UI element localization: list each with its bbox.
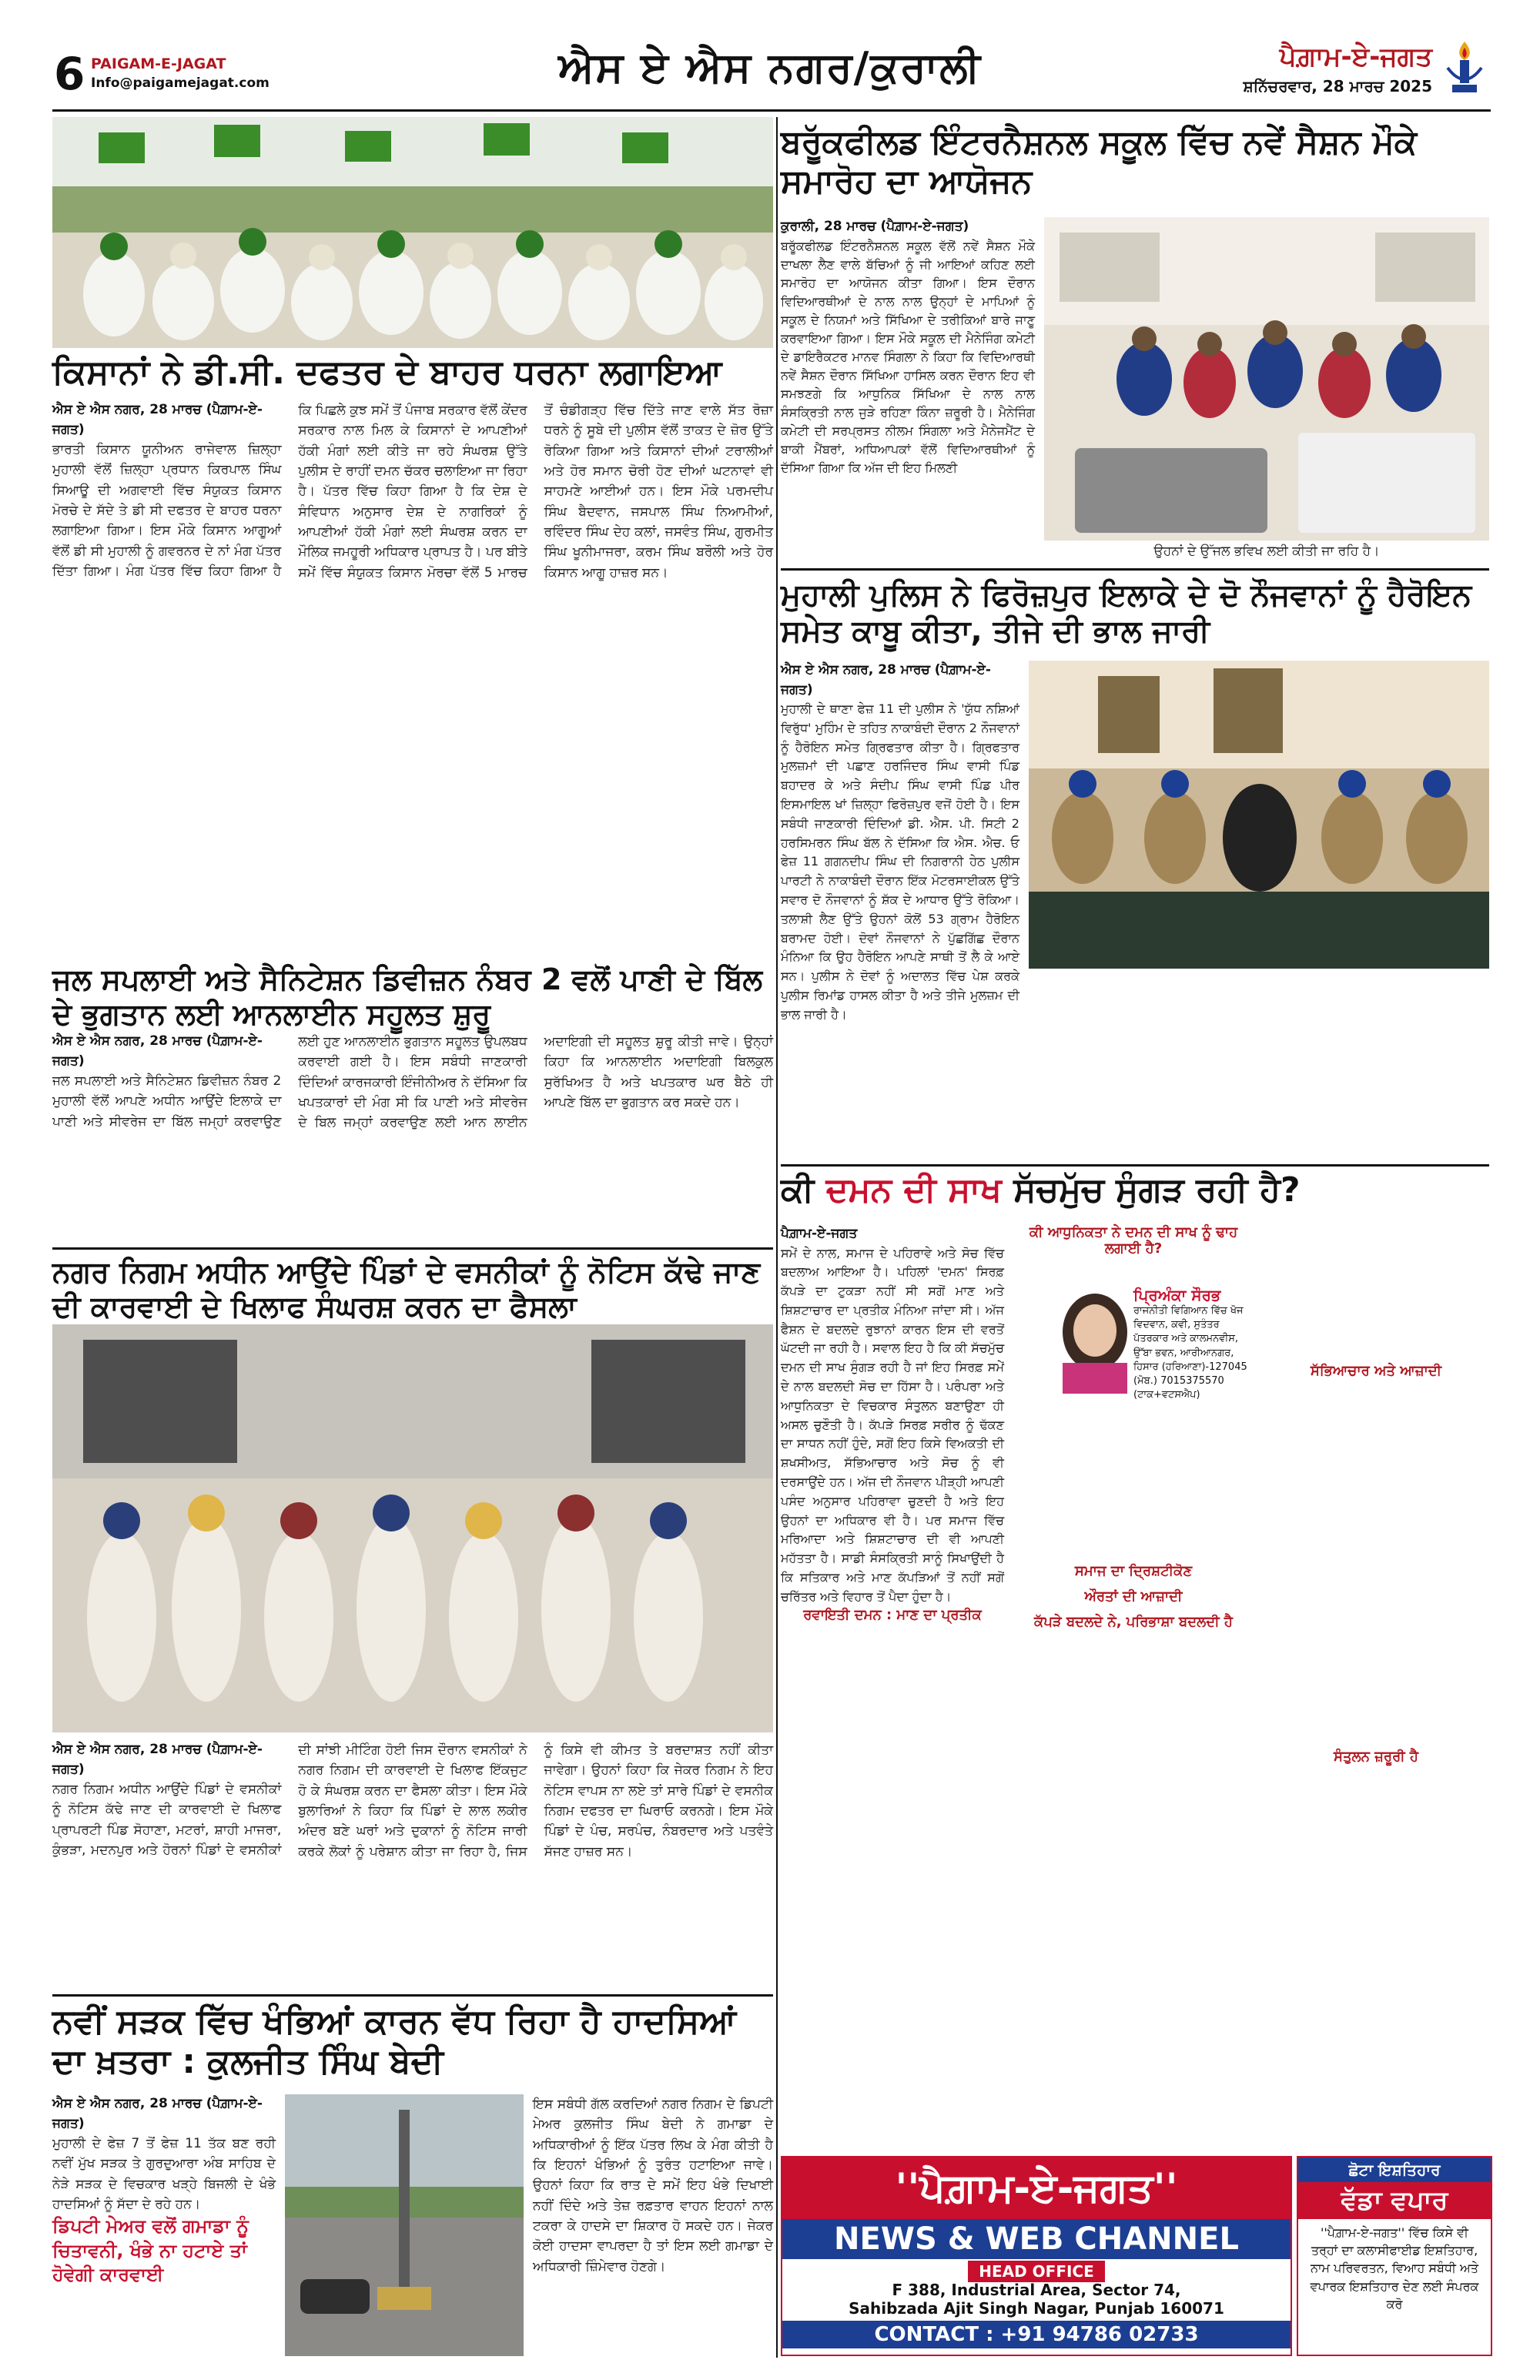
masthead-rule — [52, 109, 1491, 112]
water-headline: ਜਲ ਸਪਲਾਈ ਅਤੇ ਸੈਨਿਟੇਸ਼ਨ ਡਿਵੀਜ਼ਨ ਨੰਬਰ 2 ਵਲੋਂ ਪਾਣੀ ਦੇ ਬਿੱਲ ਦੇ ਭੁਗਤਾਨ ਲਈ ਆਨਲਾਈਨ ਸਹੂਲਤ ਸ਼ੁਰੂ — [52, 962, 763, 1031]
road-body: ਇਸ ਸਬੰਧੀ ਗੱਲ ਕਰਦਿਆਂ ਨਗਰ ਨਿਗਮ ਦੇ ਡਿਪਟੀ ਮੇਅਰ ਕੁਲਜੀਤ ਸਿੰਘ ਬੇਦੀ ਨੇ ਗਮਾਡਾ ਦੇ ਅਧਿਕਾਰੀਆਂ ਨੂੰ ਇੱਕ ਪੱਤਰ ਲਿਖ ਕੇ ਮੰਗ ਕੀਤੀ ਹੈ ਕਿ ਇਹਨਾਂ ਖੰਭਿਆਂ ਨੂੰ ਤੁਰੰਤ ਹਟਾਇਆ ਜਾਵੇ। ਉਹਨਾਂ ਕਿਹਾ ਕਿ ਰਾਤ ਦੇ ਸਮੇਂ ਇਹ ਖੰਭੇ ਦਿਖਾਈ ਨਹੀਂ ਦਿੰਦੇ ਅਤੇ ਤੇਜ਼ ਰਫ਼ਤਾਰ ਵਾਹਨ ਇਹਨਾਂ ਨਾਲ ਟਕਰਾ ਕੇ ਹਾਦਸੇ ਦਾ ਸ਼ਿਕਾਰ ਹੋ ਸਕਦੇ ਹਨ। ਜੇਕਰ ਕੋਈ ਹਾਦਸਾ ਵਾਪਰਦਾ ਹੈ ਤਾਂ ਇਸ ਲਈ ਗਮਾਡਾ ਦੇ ਅਧਿਕਾਰੀ ਜ਼ਿੰਮੇਵਾਰ ਹੋਣਗੇ। — [533, 2097, 773, 2275]
daman-subhead-women: ਔਰਤਾਂ ਦੀ ਆਜ਼ਾਦੀ — [1084, 1588, 1183, 1605]
road-headline: ਨਵੀਂ ਸੜਕ ਵਿੱਚ ਖੰਭਿਆਂ ਕਾਰਨ ਵੱਧ ਰਿਹਾ ਹੈ ਹਾਦਸਿਆਂ ਦਾ ਖ਼ਤਰਾ : ਕੁਲਜੀਤ ਸਿੰਘ ਬੇਦੀ — [52, 2002, 737, 2081]
road-article-col — [52, 2094, 276, 2287]
notice-article — [52, 1740, 773, 1987]
ad-contact[interactable]: CONTACT : +91 94786 02733 — [782, 2321, 1291, 2348]
ad-office-label: HEAD OFFICE — [968, 2261, 1105, 2282]
daman-col-1 — [781, 1224, 1004, 1623]
police-dateline: ਐਸ ਏ ਐਸ ਨਗਰ, 28 ਮਾਰਚ (ਪੈਗ਼ਾਮ-ਏ-ਜਗਤ) — [781, 662, 991, 698]
author-info: ਰਾਜਨੀਤੀ ਵਿਗਿਆਨ ਵਿੱਚ ਖੋਜ ਵਿਦਵਾਨ, ਕਵੀ, ਸੁਤੰਤਰ ਪੱਤਰਕਾਰ ਅਤੇ ਕਾਲਮਨਵੀਸ, ਉੱਬਾ ਭਵਨ, ਆਰੀਆਨਗਰ, ਹਿਸਾਰ (ਹਰਿਆਣਾ)-127045 (ਮੋਬ.) 7015375570 (ਟਾਕ+ਵਟਸਐਪ) — [1133, 1305, 1247, 1401]
ad-address-2: Sahibzada Ajit Singh Nagar, Punjab 160071 — [849, 2299, 1224, 2318]
daman-body: ਸਮੇਂ ਦੇ ਨਾਲ, ਸਮਾਜ ਦੇ ਪਹਿਰਾਵੇ ਅਤੇ ਸੋਚ ਵਿੱਚ ਬਦਲਾਅ ਆਇਆ ਹੈ। ਪਹਿਲਾਂ 'ਦਮਨ' ਸਿਰਫ਼ ਕੱਪੜੇ ਦਾ ਟੁਕੜਾ ਨਹੀਂ ਸੀ ਸਗੋਂ ਮਾਣ ਅਤੇ ਸ਼ਿਸ਼ਟਾਚਾਰ ਦਾ ਪ੍ਰਤੀਕ ਮੰਨਿਆ ਜਾਂਦਾ ਸੀ। ਅੱਜ ਫੈਸ਼ਨ ਦੇ ਬਦਲਦੇ ਰੁਝਾਨਾਂ ਕਾਰਨ ਇਸ ਦੀ ਵਰਤੋਂ ਘੱਟਦੀ ਜਾ ਰਹੀ ਹੈ। ਸਵਾਲ ਇਹ ਹੈ ਕਿ ਕੀ ਸੱਚਮੁੱਚ ਦਮਨ ਦੀ ਸਾਖ ਸੁੰਗੜ ਰਹੀ ਹੈ ਜਾਂ ਇਹ ਸਿਰਫ਼ ਸਮੇਂ ਦੇ ਨਾਲ ਬਦਲਦੀ ਸੋਚ ਦਾ ਹਿੱਸਾ ਹੈ। ਪਰੰਪਰਾ ਅਤੇ ਆਧੁਨਿਕਤਾ ਦੇ ਵਿਚਕਾਰ ਸੰਤੁਲਨ ਬਣਾਉਣਾ ਹੀ ਅਸਲ ਚੁਣੌਤੀ ਹੈ। ਕੱਪੜੇ ਸਿਰਫ਼ ਸਰੀਰ ਨੂੰ ਢੱਕਣ ਦਾ ਸਾਧਨ ਨਹੀਂ ਹੁੰਦੇ, ਸਗੋਂ ਇਹ ਕਿਸੇ ਵਿਅਕਤੀ ਦੀ ਸ਼ਖਸੀਅਤ, ਸੱਭਿਆਚਾਰ ਅਤੇ ਸੋਚ ਨੂੰ ਵੀ ਦਰਸਾਉਂਦੇ ਹਨ। ਅੱਜ ਦੀ ਨੌਜਵਾਨ ਪੀੜ੍ਹੀ ਆਪਣੀ ਪਸੰਦ ਅਨੁਸਾਰ ਪਹਿਰਾਵਾ ਚੁਣਦੀ ਹੈ ਅਤੇ ਇਹ ਉਹਨਾਂ ਦਾ ਅਧਿਕਾਰ ਵੀ ਹੈ। ਪਰ ਸਮਾਜ ਵਿੱਚ ਮਰਿਆਦਾ ਅਤੇ ਸ਼ਿਸ਼ਟਾਚਾਰ ਦੀ ਵੀ ਆਪਣੀ ਮਹੱਤਤਾ ਹੈ। ਸਾਡੀ ਸੰਸਕ੍ਰਿਤੀ ਸਾਨੂੰ ਸਿਖਾਉਂਦੀ ਹੈ ਕਿ ਸਤਿਕਾਰ ਅਤੇ ਮਾਣ ਕੱਪੜਿਆਂ ਤੋਂ ਨਹੀਂ ਸਗੋਂ ਚਰਿੱਤਰ ਅਤੇ ਵਿਹਾਰ ਤੋਂ ਪੈਦਾ ਹੁੰਦਾ ਹੈ। — [781, 1245, 1004, 1604]
classified-tag: ਛੋਟਾ ਇਸ਼ਤਿਹਾਰ — [1298, 2157, 1491, 2182]
notice-headline: ਨਗਰ ਨਿਗਮ ਅਧੀਨ ਆਉਂਦੇ ਪਿੰਡਾਂ ਦੇ ਵਸਨੀਕਾਂ ਨੂੰ ਨੋਟਿਸ ਕੱਢੇ ਜਾਣ ਦੀ ਕਾਰਵਾਈ ਦੇ ਖਿਲਾਫ ਸੰਘਰਸ਼ ਕਰਨ ਦਾ ਫੈਸਲਾ — [52, 1255, 761, 1324]
farmers-article — [52, 400, 773, 955]
road-lead: ਮੁਹਾਲੀ ਦੇ ਫੇਜ਼ 7 ਤੋਂ ਫੇਜ਼ 11 ਤੱਕ ਬਣ ਰਹੀ ਨਵੀਂ ਮੁੱਖ ਸੜਕ ਤੇ ਗੁਰਦੁਆਰਾ ਅੰਬ ਸਾਹਿਬ ਦੇ ਨੇੜੇ ਸੜਕ ਦੇ ਵਿਚਕਾਰ ਖੜ੍ਹੇ ਬਿਜਲੀ ਦੇ ਖੰਭੇ ਹਾਦਸਿਆਂ ਨੂੰ ਸੱਦਾ ਦੇ ਰਹੇ ਹਨ। — [52, 2136, 276, 2213]
email-link[interactable]: Info@paigamejagat.com — [91, 75, 270, 91]
daman-dateline: ਪੈਗ਼ਾਮ-ਏ-ਜਗਤ — [781, 1226, 858, 1241]
road-bullet: ਡਿਪਟੀ ਮੇਅਰ ਵਲੋਂ ਗਮਾਡਾ ਨੂੰ ਚਿਤਾਵਨੀ, ਖੰਭੇ ਨਾ ਹਟਾਏ ਤਾਂ ਹੋਵੇਗੀ ਕਾਰਵਾਈ — [52, 2215, 249, 2285]
column-rule — [776, 117, 778, 2358]
road-body-col — [533, 2094, 773, 2277]
daman-headline — [781, 1170, 1489, 1210]
divider — [781, 568, 1489, 571]
daman-col-3 — [1263, 1224, 1489, 1765]
farmers-headline: ਕਿਸਾਨਾਂ ਨੇ ਡੀ.ਸੀ. ਦਫਤਰ ਦੇ ਬਾਹਰ ਧਰਨਾ ਲਗਾਇਆ — [52, 353, 722, 392]
divider — [52, 1247, 773, 1250]
classified-text: ''ਪੈਗ਼ਾਮ-ਏ-ਜਗਤ'' ਵਿੱਚ ਕਿਸੇ ਵੀ ਤਰ੍ਹਾਂ ਦਾ ਕਲਾਸੀਫਾਈਡ ਇਸ਼ਤਿਹਾਰ, ਨਾਮ ਪਰਿਵਰਤਨ, ਵਿਆਹ ਸਬੰਧੀ ਅਤੇ ਵਪਾਰਕ ਇਸ਼ਤਿਹਾਰ ਦੇਣ ਲਈ ਸੰਪਰਕ ਕਰੋ — [1310, 2225, 1479, 2311]
school-photo-caption: ਉਹਨਾਂ ਦੇ ਉੱਜਲ ਭਵਿਖ ਲਈ ਕੀਤੀ ਜਾ ਰਹਿ ਹੈ। — [1153, 544, 1380, 559]
school-body: ਬਰੂੱਕਫੀਲਡ ਇੰਟਰਨੈਸ਼ਨਲ ਸਕੂਲ ਵੱਲੋਂ ਨਵੇਂ ਸੈਸ਼ਨ ਮੌਕੇ ਦਾਖਲਾ ਲੈਣ ਵਾਲੇ ਬੱਚਿਆਂ ਨੂੰ ਜੀ ਆਇਆਂ ਕਹਿਣ ਲਈ ਸਮਾਰੋਹ ਦਾ ਆਯੋਜਨ ਕੀਤਾ ਗਿਆ। ਇਸ ਦੌਰਾਨ ਵਿਦਿਆਰਥੀਆਂ ਦੇ ਨਾਲ ਨਾਲ ਉਨ੍ਹਾਂ ਦੇ ਮਾਪਿਆਂ ਨੂੰ ਸਕੂਲ ਦੇ ਨਿਯਮਾਂ ਅਤੇ ਸਿੱਖਿਆ ਦੇ ਤਰੀਕਿਆਂ ਬਾਰੇ ਜਾਣੂ ਕਰਵਾਇਆ ਗਿਆ। ਇਸ ਮੌਕੇ ਸਕੂਲ ਦੀ ਮੈਨੇਜਿੰਗ ਕਮੇਟੀ ਦੇ ਡਾਇਰੈਕਟਰ ਮਾਨਵ ਸਿੰਗਲਾ ਨੇ ਕਿਹਾ ਕਿ ਵਿਦਿਆਰਥੀ ਨਵੇਂ ਸੈਸ਼ਨ ਦੌਰਾਨ ਸਿੱਖਿਆ ਹਾਸਿਲ ਕਰਨ ਦੌਰਾਨ ਇਹ ਵੀ ਸਮਝਣਗੇ ਕਿ ਆਧੁਨਿਕ ਸਿੱਖਿਆ ਦੇ ਨਾਲ ਨਾਲ ਸੰਸਕ੍ਰਿਤੀ ਨਾਲ ਜੁੜੇ ਰਹਿਣਾ ਕਿੰਨਾ ਜ਼ਰੂਰੀ ਹੈ। ਮੈਨੇਜਿੰਗ ਕਮੇਟੀ ਦੀ ਸਰਪ੍ਰਸਤ ਨੀਲਮ ਸਿੰਗਲਾ ਅਤੇ ਮੈਨੇਜਮੈਂਟ ਦੇ ਬਾਕੀ ਮੈਂਬਰਾਂ, ਅਧਿਆਪਕਾਂ ਵੱਲੋਂ ਵਿਦਿਆਰਥੀਆਂ ਨੂੰ ਦੱਸਿਆ ਗਿਆ ਕਿ ਅੱਜ ਦੀ ਇਹ ਮਿਲਣੀ — [781, 238, 1035, 475]
channel-advertisement — [781, 2156, 1292, 2356]
divider — [52, 1994, 773, 1997]
notice-dateline: ਐਸ ਏ ਐਸ ਨਗਰ, 28 ਮਾਰਚ (ਪੈਗ਼ਾਮ-ਏ-ਜਗਤ) — [52, 1742, 263, 1777]
section-title: ਐਸ ਏ ਐਸ ਨਗਰ/ਕੁਰਾਲੀ — [558, 43, 982, 92]
classified-head: ਵੱਡਾ ਵਪਾਰ — [1298, 2182, 1491, 2219]
daman-subhead-balance: ਸੰਤੁਲਨ ਜ਼ਰੂਰੀ ਹੈ — [1334, 1749, 1418, 1765]
divider — [781, 1164, 1489, 1167]
daman-col-2 — [1018, 1224, 1249, 1630]
water-dateline: ਐਸ ਏ ਐਸ ਨਗਰ, 28 ਮਾਰਚ (ਪੈਗ਼ਾਮ-ਏ-ਜਗਤ) — [52, 1033, 263, 1069]
daman-headline-part-a: ਕੀ — [781, 1170, 826, 1210]
police-headline: ਮੁਹਾਲੀ ਪੁਲਿਸ ਨੇ ਫਿਰੋਜ਼ਪੁਰ ਇਲਾਕੇ ਦੇ ਦੋ ਨੌਜਵਾਨਾਂ ਨੂੰ ਹੈਰੋਇਨ ਸਮੇਤ ਕਾਬੂ ਕੀਤਾ, ਤੀਜੇ ਦੀ ਭਾਲ ਜਾਰੀ — [781, 577, 1472, 650]
school-article — [781, 217, 1035, 477]
school-event-photo — [1044, 217, 1489, 541]
masthead — [0, 0, 1540, 115]
paper-title: ਪੈਗ਼ਾਮ-ਏ-ਜਗਤ — [1279, 42, 1432, 72]
author-photo — [1049, 1286, 1141, 1394]
police-article-col — [781, 661, 1019, 1025]
daman-col-2-lower — [1018, 1563, 1249, 1630]
daman-article — [781, 1224, 1489, 2148]
water-article — [52, 1032, 773, 1240]
ad-subtitle: NEWS & WEB CHANNEL — [782, 2219, 1291, 2259]
daman-subhead-culture: ਸੱਭਿਆਚਾਰ ਅਤੇ ਆਜ਼ਾਦੀ — [1310, 1363, 1442, 1379]
road-dateline: ਐਸ ਏ ਐਸ ਨਗਰ, 28 ਮਾਰਚ (ਪੈਗ਼ਾਮ-ਏ-ਜਗਤ) — [52, 2096, 263, 2131]
ad-title: ''ਪੈਗ਼ਾਮ-ਏ-ਜਗਤ'' — [782, 2157, 1291, 2219]
daman-headline-part-b: ਸੱਚਮੁੱਚ ਸੁੰਗੜ ਰਹੀ ਹੈ? — [1001, 1170, 1301, 1210]
ad-address-1: F 388, Industrial Area, Sector 74, — [892, 2281, 1181, 2299]
residents-group-photo — [52, 1324, 773, 1732]
police-press-photo — [1029, 661, 1489, 969]
page-number: 6 — [54, 48, 85, 100]
farmers-dateline: ਐਸ ਏ ਐਸ ਨਗਰ, 28 ਮਾਰਚ (ਪੈਗ਼ਾਮ-ਏ-ਜਗਤ) — [52, 402, 263, 437]
water-body: ਜਲ ਸਪਲਾਈ ਅਤੇ ਸੈਨਿਟੇਸ਼ਨ ਡਿਵੀਜ਼ਨ ਨੰਬਰ 2 ਮੁਹਾਲੀ ਵੱਲੋਂ ਆਪਣੇ ਅਧੀਨ ਆਉਂਦੇ ਇਲਾਕੇ ਦਾ ਪਾਣੀ ਅਤੇ ਸੀਵਰੇਜ ਦਾ ਬਿੱਲ ਜਮ੍ਹਾਂ ਕਰਵਾਉਣ ਲਈ ਹੁਣ ਆਨਲਾਈਨ ਭੁਗਤਾਨ ਸਹੂਲਤ ਉਪਲਬਧ ਕਰਵਾਈ ਗਈ ਹੈ। ਇਸ ਸਬੰਧੀ ਜਾਣਕਾਰੀ ਦਿੰਦਿਆਂ ਕਾਰਜਕਾਰੀ ਇੰਜੀਨੀਅਰ ਨੇ ਦੱਸਿਆ ਕਿ ਖਪਤਕਾਰਾਂ ਦੀ ਮੰਗ ਸੀ ਕਿ ਪਾਣੀ ਅਤੇ ਸੀਵਰੇਜ ਦੇ ਬਿਲ ਜਮ੍ਹਾਂ ਕਰਵਾਉਣ ਲਈ ਆਨ ਲਾਈਨ ਅਦਾਇਗੀ ਦੀ ਸਹੂਲਤ ਸ਼ੁਰੂ ਕੀਤੀ ਜਾਵੇ। ਉਨ੍ਹਾਂ ਕਿਹਾ ਕਿ ਆਨਲਾਈਨ ਅਦਾਇਗੀ ਬਿਲਕੁਲ ਸੁਰੱਖਿਅਤ ਹੈ ਅਤੇ ਖਪਤਕਾਰ ਘਰ ਬੈਠੇ ਹੀ ਆਪਣੇ ਬਿੱਲ ਦਾ ਭੁਗਤਾਨ ਕਰ ਸਕਦੇ ਹਨ। — [52, 1034, 773, 1131]
daman-subhead-modernity: ਕੀ ਆਧੁਨਿਕਤਾ ਨੇ ਦਮਨ ਦੀ ਸਾਖ ਨੂੰ ਢਾਹ ਲਗਾਈ ਹੈ? — [1029, 1224, 1238, 1257]
school-dateline: ਕੁਰਾਲੀ, 28 ਮਾਰਚ (ਪੈਗ਼ਾਮ-ਏ-ਜਗਤ) — [781, 219, 969, 234]
daman-headline-highlight: ਦਮਨ ਦੀ ਸਾਖ — [825, 1170, 1002, 1210]
issue-date: ਸ਼ਨਿੱਚਰਵਾਰ, 28 ਮਾਰਚ 2025 — [1243, 77, 1432, 95]
daman-subhead-traditional: ਰਵਾਇਤੀ ਦਮਨ : ਮਾਣ ਦਾ ਪ੍ਰਤੀਕ — [803, 1606, 982, 1623]
notice-body: ਨਗਰ ਨਿਗਮ ਅਧੀਨ ਆਉਂਦੇ ਪਿੰਡਾਂ ਦੇ ਵਸਨੀਕਾਂ ਨੂੰ ਨੋਟਿਸ ਕੱਢੇ ਜਾਣ ਦੀ ਕਾਰਵਾਈ ਦੇ ਖਿਲਾਫ ਪ੍ਰਾਪਰਟੀ ਪਿੰਡ ਸੋਹਾਣਾ, ਮਟਰਾਂ, ਸ਼ਾਹੀ ਮਾਜਰਾ, ਕੁੰਭੜਾ, ਮਦਨਪੁਰ ਅਤੇ ਹੋਰਨਾਂ ਪਿੰਡਾਂ ਦੇ ਵਸਨੀਕਾਂ ਦੀ ਸਾਂਝੀ ਮੀਟਿੰਗ ਹੋਈ ਜਿਸ ਦੌਰਾਨ ਵਸਨੀਕਾਂ ਨੇ ਨਗਰ ਨਿਗਮ ਦੀ ਕਾਰਵਾਈ ਦੇ ਖਿਲਾਫ ਇੱਕਜੁਟ ਹੋ ਕੇ ਸੰਘਰਸ਼ ਕਰਨ ਦਾ ਫੈਸਲਾ ਕੀਤਾ। ਇਸ ਮੌਕੇ ਬੁਲਾਰਿਆਂ ਨੇ ਕਿਹਾ ਕਿ ਪਿੰਡਾਂ ਦੇ ਲਾਲ ਲਕੀਰ ਅੰਦਰ ਬਣੇ ਘਰਾਂ ਅਤੇ ਦੁਕਾਨਾਂ ਨੂੰ ਨੋਟਿਸ ਜਾਰੀ ਕਰਕੇ ਲੋਕਾਂ ਨੂੰ ਪਰੇਸ਼ਾਨ ਕੀਤਾ ਜਾ ਰਿਹਾ ਹੈ, ਜਿਸ ਨੂੰ ਕਿਸੇ ਵੀ ਕੀਮਤ ਤੇ ਬਰਦਾਸ਼ਤ ਨਹੀਂ ਕੀਤਾ ਜਾਵੇਗਾ। ਉਹਨਾਂ ਕਿਹਾ ਕਿ ਜੇਕਰ ਨਿਗਮ ਨੇ ਇਹ ਨੋਟਿਸ ਵਾਪਸ ਨਾ ਲਏ ਤਾਂ ਸਾਰੇ ਪਿੰਡਾਂ ਦੇ ਵਸਨੀਕ ਨਿਗਮ ਦਫਤਰ ਦਾ ਘਿਰਾਓ ਕਰਨਗੇ। ਇਸ ਮੌਕੇ ਪਿੰਡਾਂ ਦੇ ਪੰਚ, ਸਰਪੰਚ, ਨੰਬਰਦਾਰ ਅਤੇ ਪਤਵੰਤੇ ਸੱਜਣ ਹਾਜ਼ਰ ਸਨ। — [52, 1742, 773, 1859]
classified-advertisement — [1297, 2156, 1492, 2356]
daman-subhead-society: ਸਮਾਜ ਦਾ ਦ੍ਰਿਸ਼ਟੀਕੋਣ — [1074, 1563, 1193, 1579]
farmers-protest-photo — [52, 117, 773, 348]
farmers-body: ਭਾਰਤੀ ਕਿਸਾਨ ਯੂਨੀਅਨ ਰਾਜੇਵਾਲ ਜ਼ਿਲ੍ਹਾ ਮੁਹਾਲੀ ਵੱਲੋਂ ਜ਼ਿਲ੍ਹਾ ਪ੍ਰਧਾਨ ਕਿਰਪਾਲ ਸਿੰਘ ਸਿਆਊ ਦੀ ਅਗਵਾਈ ਵਿੱਚ ਸੰਯੁਕਤ ਕਿਸਾਨ ਮੋਰਚੇ ਦੇ ਸੱਦੇ ਤੇ ਡੀ ਸੀ ਦਫਤਰ ਦੇ ਬਾਹਰ ਧਰਨਾ ਲਗਾਇਆ ਗਿਆ। ਇਸ ਮੌਕੇ ਕਿਸਾਨ ਆਗੂਆਂ ਵੱਲੋਂ ਡੀ ਸੀ ਮੁਹਾਲੀ ਨੂੰ ਗਵਰਨਰ ਦੇ ਨਾਂ ਮੰਗ ਪੱਤਰ ਦਿੱਤਾ ਗਿਆ। ਮੰਗ ਪੱਤਰ ਵਿੱਚ ਕਿਹਾ ਗਿਆ ਹੈ ਕਿ ਪਿਛਲੇ ਕੁਝ ਸਮੇਂ ਤੋਂ ਪੰਜਾਬ ਸਰਕਾਰ ਵੱਲੋਂ ਕੇਂਦਰ ਸਰਕਾਰ ਨਾਲ ਮਿਲ ਕੇ ਕਿਸਾਨਾਂ ਦੇ ਆਪਣੀਆਂ ਹੱਕੀ ਮੰਗਾਂ ਲਈ ਕੀਤੇ ਜਾ ਰਹੇ ਸੰਘਰਸ਼ ਉੱਤੇ ਪੁਲੀਸ ਦੇ ਰਾਹੀਂ ਦਮਨ ਚੱਕਰ ਚਲਾਇਆ ਜਾ ਰਿਹਾ ਹੈ। ਪੱਤਰ ਵਿੱਚ ਕਿਹਾ ਗਿਆ ਹੈ ਕਿ ਦੇਸ਼ ਦੇ ਸੰਵਿਧਾਨ ਅਨੁਸਾਰ ਦੇਸ਼ ਦੇ ਨਾਗਰਿਕਾਂ ਨੂੰ ਆਪਣੀਆਂ ਹੱਕੀ ਮੰਗਾਂ ਲਈ ਸੰਘਰਸ਼ ਕਰਨ ਦਾ ਮੌਲਿਕ ਜਮਹੂਰੀ ਅਧਿਕਾਰ ਪ੍ਰਾਪਤ ਹੈ। ਪਰ ਬੀਤੇ ਸਮੇਂ ਵਿੱਚ ਸੰਯੁਕਤ ਕਿਸਾਨ ਮੋਰਚਾ ਵੱਲੋਂ 5 ਮਾਰਚ ਤੋਂ ਚੰਡੀਗੜ੍ਹ ਵਿੱਚ ਦਿੱਤੇ ਜਾਣ ਵਾਲੇ ਸੱਤ ਰੋਜ਼ਾ ਧਰਨੇ ਨੂੰ ਸੂਬੇ ਦੀ ਪੁਲੀਸ ਵੱਲੋਂ ਤਾਕਤ ਦੇ ਜ਼ੋਰ ਉੱਤੇ ਰੋਕਿਆ ਗਿਆ ਅਤੇ ਕਿਸਾਨਾਂ ਦੀਆਂ ਟਰਾਲੀਆਂ ਅਤੇ ਹੋਰ ਸਮਾਨ ਚੋਰੀ ਹੋਣ ਦੀਆਂ ਘਟਨਾਵਾਂ ਵੀ ਸਾਹਮਣੇ ਆਈਆਂ ਹਨ। ਇਸ ਮੌਕੇ ਪਰਮਦੀਪ ਸਿੰਘ ਬੈਦਵਾਨ, ਜਸਪਾਲ ਸਿੰਘ ਨਿਆਮੀਆਂ, ਰਵਿੰਦਰ ਸਿੰਘ ਦੇਹ ਕਲਾਂ, ਜਸਵੰਤ ਸਿੰਘ, ਗੁਰਮੀਤ ਸਿੰਘ ਖੂਨੀਮਾਜਰਾ, ਕਰਮ ਸਿੰਘ ਬਰੌਲੀ ਅਤੇ ਹੋਰ ਕਿਸਾਨ ਆਗੂ ਹਾਜ਼ਰ ਸਨ। — [52, 403, 773, 581]
author-name: ਪ੍ਰਿਅੰਕਾ ਸੌਰਭ — [1133, 1286, 1221, 1304]
daman-subhead-clothes: ਕੱਪੜੇ ਬਦਲਦੇ ਨੇ, ਪਰਿਭਾਸ਼ਾ ਬਦਲਦੀ ਹੈ — [1034, 1614, 1233, 1630]
school-headline: ਬਰੂੱਕਫੀਲਡ ਇੰਟਰਨੈਸ਼ਨਲ ਸਕੂਲ ਵਿੱਚ ਨਵੇਂ ਸੈਸ਼ਨ ਮੌਕੇ ਸਮਾਰੋਹ ਦਾ ਆਯੋਜਨ — [781, 123, 1418, 201]
brand-name: PAIGAM-E-JAGAT — [91, 55, 226, 72]
road-poles-photo — [285, 2094, 524, 2356]
police-body: ਮੁਹਾਲੀ ਦੇ ਥਾਣਾ ਫੇਜ਼ 11 ਦੀ ਪੁਲੀਸ ਨੇ 'ਯੁੱਧ ਨਸ਼ਿਆਂ ਵਿਰੁੱਧ' ਮੁਹਿੰਮ ਦੇ ਤਹਿਤ ਨਾਕਾਬੰਦੀ ਦੌਰਾਨ 2 ਨੌਜਵਾਨਾਂ ਨੂੰ ਹੈਰੋਇਨ ਸਮੇਤ ਗ੍ਰਿਫਤਾਰ ਕੀਤਾ ਹੈ। ਗ੍ਰਿਫਤਾਰ ਮੁਲਜ਼ਮਾਂ ਦੀ ਪਛਾਣ ਹਰਜਿੰਦਰ ਸਿੰਘ ਵਾਸੀ ਪਿੰਡ ਬਹਾਦਰ ਕੇ ਅਤੇ ਸੰਦੀਪ ਸਿੰਘ ਵਾਸੀ ਪਿੰਡ ਪੀਰ ਇਸਮਾਇਲ ਖਾਂ ਜ਼ਿਲ੍ਹਾ ਫਿਰੋਜ਼ਪੁਰ ਵਜੋਂ ਹੋਈ ਹੈ। ਇਸ ਸਬੰਧੀ ਜਾਣਕਾਰੀ ਦਿੰਦਿਆਂ ਡੀ. ਐਸ. ਪੀ. ਸਿਟੀ 2 ਹਰਸਿਮਰਨ ਸਿੰਘ ਬੱਲ ਨੇ ਦੱਸਿਆ ਕਿ ਐਸ. ਐਚ. ਓ ਫੇਜ਼ 11 ਗਗਨਦੀਪ ਸਿੰਘ ਦੀ ਨਿਗਰਾਨੀ ਹੇਠ ਪੁਲੀਸ ਪਾਰਟੀ ਨੇ ਨਾਕਾਬੰਦੀ ਦੌਰਾਨ ਇੱਕ ਮੋਟਰਸਾਈਕਲ ਉੱਤੇ ਸਵਾਰ ਦੋ ਨੌਜਵਾਨਾਂ ਨੂੰ ਸ਼ੱਕ ਦੇ ਆਧਾਰ ਉੱਤੇ ਰੋਕਿਆ। ਤਲਾਸ਼ੀ ਲੈਣ ਉੱਤੇ ਉਹਨਾਂ ਕੋਲੋਂ 53 ਗ੍ਰਾਮ ਹੈਰੋਇਨ ਬਰਾਮਦ ਹੋਈ। ਦੋਵਾਂ ਨੌਜਵਾਨਾਂ ਨੇ ਪੁੱਛਗਿੱਛ ਦੌਰਾਨ ਮੰਨਿਆ ਕਿ ਉਹ ਹੈਰੋਇਨ ਆਪਣੇ ਸਾਥੀ ਤੋਂ ਲੈ ਕੇ ਆਏ ਸਨ। ਪੁਲੀਸ ਨੇ ਦੋਵਾਂ ਨੂੰ ਅਦਾਲਤ ਵਿੱਚ ਪੇਸ਼ ਕਰਕੇ ਪੁਲੀਸ ਰਿਮਾਂਡ ਹਾਸਲ ਕੀਤਾ ਹੈ ਅਤੇ ਤੀਜੇ ਮੁਲਜ਼ਮ ਦੀ ਭਾਲ ਜਾਰੀ ਹੈ। — [781, 701, 1019, 1022]
author-block — [1133, 1286, 1249, 1402]
torch-logo-icon — [1438, 37, 1491, 97]
